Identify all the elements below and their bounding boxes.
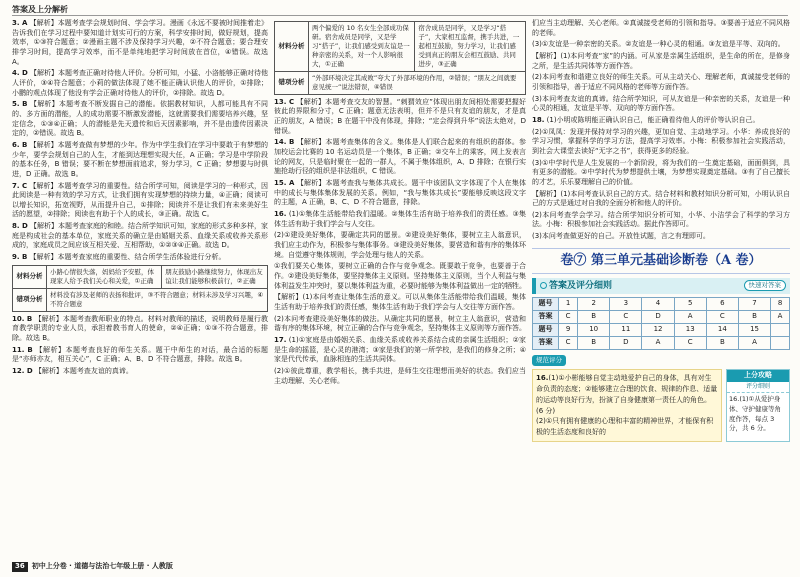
answer-cell: B	[578, 337, 610, 350]
paragraph-text: 【解析】本题考查做有梦想的少年。作为中学生我们在学习中要敢于有梦想的少年，要学会规划自己的人生，才能到达理想实现大任，A 正确；学习是中学阶段的基本任务，B 错误；要不断在梦想面前追求，努力学习，C 正确；梦想要与时俱进，D 正确。故选 B。	[12, 140, 268, 178]
question-number: 6. B	[12, 140, 28, 149]
question-cell: 4	[642, 298, 674, 311]
paragraph-text: (1)①家庭是由婚姻关系、血缘关系或收养关系结合成的亲属生活组织；②家是生命的摇篮，是心灵的港湾；③家是我们的第一所学校，是我们的修身之所；④家是代代传承，血脉相连的生活共同体。	[274, 335, 526, 364]
paragraph-text: 【解析】本题考查友谊的真谛。	[34, 366, 133, 375]
row-label: 答案	[533, 311, 559, 324]
footer-text: 初中上分卷 · 道德与法治七年级上册 · 人教版	[31, 562, 173, 570]
question-cell: 13	[674, 324, 706, 337]
paragraph-text: ①我们要关心集体，要树立正确的合作与竞争观念。既要敢于竞争，也要善于合作。②建设美好集体，要坚持集体主义原则。坚持集体主义原则，当个人利益与集体利益发生冲突时，要以集体利益为重，必要时能够为集体利益做出一定的牺牲。	[274, 262, 526, 290]
explanation-paragraph	[274, 262, 526, 291]
table-cell: 宿舍成员是同学，又是学习“搭子”，大家相互监督，携手共进，一起相互鼓励，努力学习，让我们感受到真正的朋友会相互鼓励、共同进步，③正确	[415, 22, 526, 72]
table-cell: “外部环境决定其成败”夸大了外部环境的作用，②错误；“朋友之间就要意见统一”说法错误，④错误	[309, 71, 526, 94]
question-number: 14. B	[274, 138, 295, 147]
explanation-paragraph	[532, 116, 790, 126]
answers-bar-title: 答案及评分细则	[540, 280, 612, 292]
question-number: 18.	[532, 115, 545, 124]
table-label: 材料分析	[275, 22, 309, 72]
question-cell: 10	[578, 324, 610, 337]
header-divider	[12, 15, 788, 16]
paragraph-text: 【解析】本题考查交友的智慧。“刺猬效应”体现出朋友间相处需要把握好彼此的界限和分寸，C 正确；题意无法表明，但并不是只有友谊的朋友，才是真正的朋友，A 错误；B 在题干中没有体现，排除；“定会得到升华”说法太绝对，D 错误。	[274, 97, 526, 135]
page-footer	[12, 562, 173, 572]
paragraph-text: (3)本问考查友谊的真谛。结合所学知识，可从友谊是一种亲密的关系，友谊是一种心灵的相通，友谊是平等、双向的等方面作答。	[532, 94, 790, 113]
scoring-panel-body: 16.(1)①从爱护身体、守护健康等角度作答，每点 3 分，共 6 分。	[729, 395, 781, 433]
row-label: 答案	[533, 337, 559, 350]
explanation-paragraph	[532, 19, 790, 38]
explanation-paragraph	[274, 98, 526, 137]
question-number: 16.	[274, 210, 287, 218]
answer-cell: D	[642, 311, 674, 324]
paragraph-text: (3)①友谊是一种亲密的关系。②友谊是一种心灵的相通。③友谊是平等、双向的。	[532, 40, 785, 49]
paragraph-text: 【解析】(1)本问考查“家”的内涵。可从家是亲属生活组织，是生命的所在，是修身之所，是生活共同体等方面作答。	[532, 51, 790, 70]
explanation-paragraph	[12, 253, 268, 263]
explanation-paragraph	[274, 367, 526, 386]
paragraph-text: (3)①中学时代是人生发展的一个新阶段，将为我们的一生奠定基础，面面俱到，具有更多的潜能。②中学时代为梦想提供土壤，为梦想实现奠定基础。③有了自己擅长的才艺，乐乐要理解自己的价值。	[532, 158, 790, 186]
explanation-paragraph	[532, 232, 790, 242]
paragraph-text: (1)小明或陈明能正确认识自己，能正确看待他人的评价等认识自己。	[546, 115, 760, 124]
paragraph-text: 【解析】本题考查教师职业的特点。材料对教师的描述，说明教师是履行教育教学职责的专业人员，承担着教书育人的使命，②④正确；①③不符合题意，排除。故选 B。	[12, 314, 268, 342]
question-cell	[771, 324, 790, 337]
explanation-paragraph	[274, 179, 526, 208]
page-number: 36	[12, 562, 28, 572]
explanation-paragraph	[12, 141, 268, 180]
paragraph-text: (2)本问考查学会学习。结合所学知识分析可知，小华、小洁学会了科学的学习方法。小梅：积极参加社会实践活动。据此作答即可。	[532, 210, 790, 229]
question-cell: 14	[706, 324, 738, 337]
table-cell: 朋友鼓励小路继续努力，体现出友谊让我们能够积极前行，②正确	[162, 265, 268, 288]
paragraph-text: (2)本问考查和谐建立良好的师生关系。可从主动关心、理解老师，真诚接受老师的引领和指导，善于适应不同风格的老师等方面作答。	[532, 73, 790, 91]
answer-cell: A	[642, 337, 674, 350]
explanation-paragraph	[12, 346, 268, 365]
explanation-paragraph	[12, 69, 268, 98]
explanation-paragraph	[532, 40, 790, 50]
question-number: 12. D	[12, 366, 33, 375]
question-cell: 15	[738, 324, 770, 337]
paragraph-text: (3)本问考查做更好的自己。开放性试题，言之有理即可。	[532, 232, 710, 241]
answers-bar	[532, 278, 790, 294]
paragraph-text: 【解析】本题考查家庭的和睦。结合所学知识可知，家庭的形式多种多样，家庭是构成社会的基本单位，家庭关系的确立是由婚姻关系、血缘关系或收养关系形成的，家庭成员之间应该互相关爱、互相帮助，①②③④正确。故选 D。	[12, 222, 268, 250]
explanation-paragraph	[532, 73, 790, 92]
question-number: 15. A	[274, 179, 295, 188]
table-cell: 两个偏爱的 10 名女生全部成功保研。宿舍成员是同学，又是学习“搭子”，让我们感受到友谊是一种亲密的关系，对一个人影响很大，①正确	[309, 22, 415, 72]
question-number: 3. A	[12, 19, 28, 27]
explanation-paragraph	[12, 182, 268, 221]
explanation-paragraph	[274, 336, 526, 365]
question-cell: 1	[559, 298, 578, 311]
table-cell: 小路心情很失落，妈妈给予安慰，体现家人给予我们关心和关爱，①正确	[47, 265, 162, 288]
explanation-paragraph	[12, 100, 268, 139]
answer-cell: D	[610, 337, 642, 350]
table-cell: 材料没有涉及老师的表扬和批评，③不符合题意；材料未涉及学习兴趣，④不符合题意	[47, 288, 268, 311]
question-number: 17.	[274, 335, 287, 344]
scoring-panel-subtitle: 评分细则	[727, 382, 789, 393]
paragraph-text: 【解析】本题考查学会规划时间、学会学习。漫画《永远不要被时间推着走》告诉我们在学习过程中要知道计划实可行的方案，科学安排时间，做好规划，提高效率，①③符合题意；②漫画主题不涉及保持学习兴趣，②不符合题意；要合理安排学习时间，提高学习效率，而不是单纯地把学习时间放在首位，④错误。故选 A。	[12, 19, 268, 66]
paragraph-text: (2)①凤凤：发现并保持对学习的兴趣，更加自觉、主动地学习。小华：养成良好的学习习惯，掌握科学的学习方法，提高学习效率。小梅：积极参加社会实践活动，到社会大课堂去读好“无字之书”，获得更多的经验。	[532, 127, 790, 155]
bullet-icon	[540, 282, 547, 289]
question-number: 4. D	[12, 69, 28, 78]
explanation-paragraph	[274, 293, 526, 312]
explanation-paragraph	[274, 210, 526, 229]
answer-cell: C	[706, 311, 738, 324]
table-label: 错项分析	[13, 288, 47, 311]
answer-cell: C	[559, 337, 578, 350]
question-number: 10. B	[12, 314, 33, 323]
question-number: 7. C	[12, 181, 28, 190]
paragraph-text: 【解析】本题考查集体的含义。集体是人们联合起来的有组织的群体。参加校运会比赛的 10 名运动员是一个集体，B 正确；②交车上的乘客，网上发表言论的网友，只是临时聚在一起的一群人，不属于集体组织，A、D 排除；在银行实施抢劫行径的组织是非法组织，C 错误。	[274, 138, 526, 176]
paragraph-text: 【解析】(1)本问考查让集体生活的意义。可以从集体生活能带给我们温暖，集体生活有助于培养我们的责任感，集体生活有助于我们学会与人交往等方面作答。	[274, 293, 526, 311]
answer-cell: B	[706, 337, 738, 350]
answer-cell: C	[674, 337, 706, 350]
analysis-table-q12	[274, 21, 526, 95]
answer-cell: C	[559, 311, 578, 324]
scoring-panel-title: 上分攻略	[727, 370, 789, 382]
answer-cell: B	[578, 311, 610, 324]
page-header: 答案及上分解析	[12, 5, 68, 14]
explanation-paragraph	[532, 159, 790, 188]
column-right	[532, 19, 790, 559]
explanation-paragraph	[12, 222, 268, 251]
question-number: 8. D	[12, 222, 28, 231]
paragraph-text: 们应当主动理解、关心老师。②真诚接受老师的引领和指导。③要善于适应不同风格的老师。	[532, 19, 790, 37]
q16-scoring-panel	[726, 369, 790, 442]
paragraph-text: (2)①建设美好集体，要确定共同的愿景。②建设美好集体，要树立主人翁意识，我们应主动作为，积极参与集体事务。③建设美好集体，要营造和谐有序的集体环境。自觉遵守集体规则，学会处理与他人的关系。	[274, 231, 526, 259]
explanation-paragraph	[532, 95, 790, 114]
paragraph-text: (1)①集体生活能带给我们温暖。②集体生活有助于培养我们的责任感。③集体生活有助于我们学会与人交往。	[274, 210, 526, 228]
paragraph-text: 【解析】本题考查正确对待他人评价。分析可知，小猛、小洛能够正确对待他人评价，③④符合题意；小莉的做法体现了她不能正确认识他人的评价，①排除；小鹏的观点体现了他没有学会正确对待他人的评价，②排除。故选 D。	[12, 69, 268, 97]
table-label: 材料分析	[13, 265, 47, 288]
question-cell: 12	[642, 324, 674, 337]
question-cell: 11	[610, 324, 642, 337]
explanation-paragraph	[274, 138, 526, 177]
question-cell: 6	[706, 298, 738, 311]
column-middle	[274, 19, 526, 559]
table-label: 错项分析	[275, 71, 309, 94]
question-number: 13. C	[274, 97, 295, 106]
explanation-paragraph	[274, 231, 526, 260]
paragraph-text: 【解析】(1)本问考查认识自己的方式。结合材料和教材知识分析可知，小明认识自己的方式是通过对自我的全面分析和他人的评价。	[532, 189, 790, 208]
question-cell: 2	[578, 298, 610, 311]
question-number: 11. B	[12, 345, 33, 354]
explanation-paragraph	[12, 367, 268, 377]
paragraph-text: (2)本问考查建设美好集体的做法。从确定共同的愿景，树立主人翁意识，营造和谐有序的集体环境，树立正确的合作与竞争观念，坚持集体主义原则等方面作答。	[274, 314, 526, 333]
paragraph-text: 【解析】本题考查不断发掘自己的潜能。依据教材知识，人都可能具有不同的、多方面的潜能，人的成功需要不断激发潜能，这就需要我们需要培养兴趣，坚定信念，①③④正确；人的潜能是先天遗传和后天因素影响，并不是由遗传因素决定的，②错误。故选 B。	[12, 100, 268, 138]
q16-answer: 16.(1)①小彬能够自觉主动地爱护自己的身体，具有对生命负责的态度；②能够建立合理的饮食、规律的作息、适量的运动等良好行为，扮演了自身健康第一责任人的角色。(6 分) (2)①只有拥有健康的心理和丰富的精神世界，才能保有积极的生活态度和良好的	[532, 369, 722, 442]
row-label: 题号	[533, 324, 559, 337]
paragraph-text: 【解析】本题考查学习的重要性。结合所学可知，阅读是学习的一种形式，因此阅读是一种有效的学习方式，让我们拥有实现梦想的持续力量，④正确；阅读可以增长知识，拓宽视野，从而提升自己，①排除；阅读并不是让我们有未来美好生活的愿望，②排除；阅读也有助于个人的成长，③正确。故选 C。	[12, 181, 268, 219]
question-cell: 7	[738, 298, 770, 311]
explanation-paragraph	[12, 19, 268, 67]
row-label: 题号	[533, 298, 559, 311]
question-number: 5. B	[12, 100, 28, 109]
answer-cell: A	[771, 311, 790, 324]
question-cell: 3	[610, 298, 642, 311]
score-tag: 规范评分	[532, 355, 566, 366]
quick-check-badge: 快速对答案	[744, 280, 787, 291]
question-cell: 9	[559, 324, 578, 337]
analysis-table-q9	[12, 265, 268, 312]
column-left	[12, 19, 268, 559]
answer-cell: B	[738, 311, 770, 324]
explanation-paragraph	[532, 128, 790, 157]
question-number: 9. B	[12, 253, 28, 262]
explanation-paragraph	[532, 211, 790, 230]
explanation-paragraph	[274, 315, 526, 334]
q16-block	[532, 369, 790, 442]
answer-cell: C	[610, 311, 642, 324]
answer-cell	[771, 337, 790, 350]
answer-table	[532, 297, 790, 350]
answer-cell: A	[738, 337, 770, 350]
exam-title: 卷⑦ 第三单元基础诊断卷（A 卷）	[532, 248, 790, 274]
paragraph-text: 【解析】本题考查良好的师生关系。题干中师生的对话，最合适的标题是“亦师亦友，相互关心”，C 正确；A、B、D 不符合题意，排除。故选 B。	[12, 345, 268, 364]
explanation-paragraph	[532, 52, 790, 71]
explanation-paragraph	[532, 190, 790, 209]
question-cell: 8	[771, 298, 790, 311]
paragraph-text: 【解析】本题考查我与集体共成长。题干中该团队文字体现了个人在集体中的成长与集体集体发展的关系。例如，“我与集体共成长”要能够反映这段文字的主题，A 正确，B、C、D 不符合题意，排除。	[274, 179, 526, 207]
answer-cell: A	[674, 311, 706, 324]
paragraph-text: (2)①彼此尊重，教学相长，携手共进，是师生交往理想而美好的状态。我们应当主动理解、关心老师。	[274, 366, 526, 385]
explanation-paragraph	[12, 315, 268, 344]
paragraph-text: 【解析】本题考查家庭的重要性、结合所学生活体验进行分析。	[29, 253, 226, 262]
question-cell: 5	[674, 298, 706, 311]
